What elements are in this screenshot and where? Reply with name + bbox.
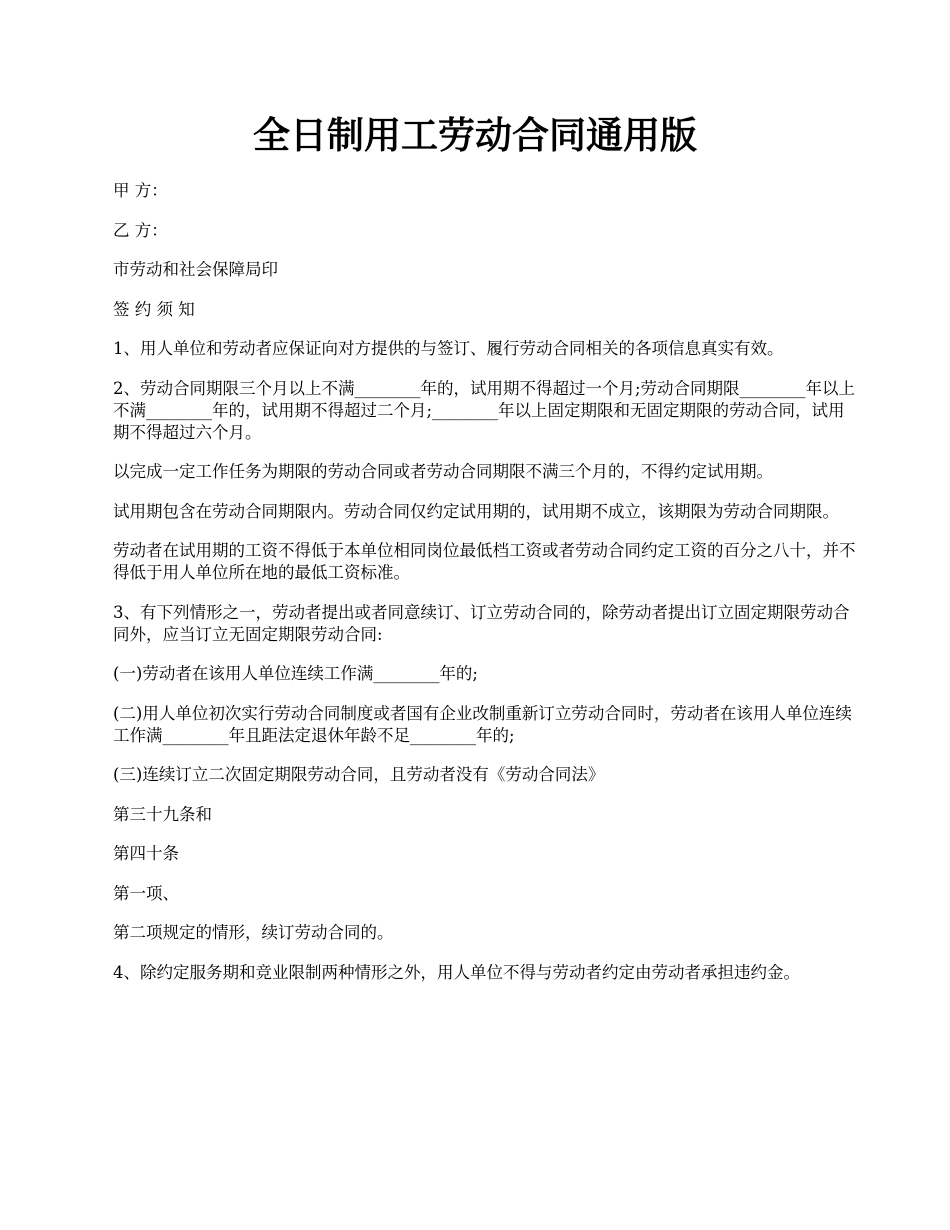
clause-3-item-2: (二)用人单位初次实行劳动合同制度或者国有企业改制重新订立劳动合同时，劳动者在该用人单位连续工作满________年且距法定退休年龄不足________年的; (113, 703, 852, 745)
party-b-line: 乙 方： (113, 220, 168, 240)
clause-3-item-3: (三)连续订立二次固定期限劳动合同，且劳动者没有《劳动合同法》 (113, 765, 605, 784)
clause-2-note-wage: 劳动者在试用期的工资不得低于本单位相同岗位最低档工资或者劳动合同约定工资的百分之八十，并不得低于用人单位所在地的最低工资标准。 (113, 541, 856, 582)
clause-2: 2、劳动合同期限三个月以上不满________年的，试用期不得超过一个月;劳动合同期限________年以上不满________年的，试用期不得超过二个月;________年以上固定期限和无固定期限的劳动合同，试用期不得超过六个月。 (113, 378, 856, 442)
issuer-line: 市劳动和社会保障局印 (113, 260, 278, 279)
clause-2-note-probation: 试用期包含在劳动合同期限内。劳动合同仅约定试用期的，试用期不成立，该期限为劳动合同期限。 (113, 501, 839, 521)
item-one-line: 第一项、 (113, 883, 179, 903)
article-39-line: 第三十九条和 (113, 804, 212, 824)
clause-1: 1、用人单位和劳动者应保证向对方提供的与签订、履行劳动合同相关的各项信息真实有效。 (113, 339, 784, 358)
item-two-line: 第二项规定的情形，续订劳动合同的。 (113, 923, 394, 942)
clause-4: 4、除约定服务期和竞业限制两种情形之外，用人单位不得与劳动者约定由劳动者承担违约金。 (113, 962, 800, 982)
document-title: 全日制用工劳动合同通用版 (253, 114, 697, 157)
document-body (113, 180, 858, 1001)
notice-heading: 签 约 须 知 (113, 299, 195, 319)
clause-3-item-1: (一)劳动者在该用人单位连续工作满________年的; (113, 664, 478, 683)
party-a-line: 甲 方： (113, 181, 168, 200)
clause-3: 3、有下列情形之一，劳动者提出或者同意续订、订立劳动合同的，除劳动者提出订立固定期限劳动合同外，应当订立无固定期限劳动合同: (113, 602, 850, 644)
clause-2-note-task: 以完成一定工作任务为期限的劳动合同或者劳动合同期限不满三个月的，不得约定试用期。 (113, 462, 773, 481)
article-40-line: 第四十条 (113, 844, 179, 863)
